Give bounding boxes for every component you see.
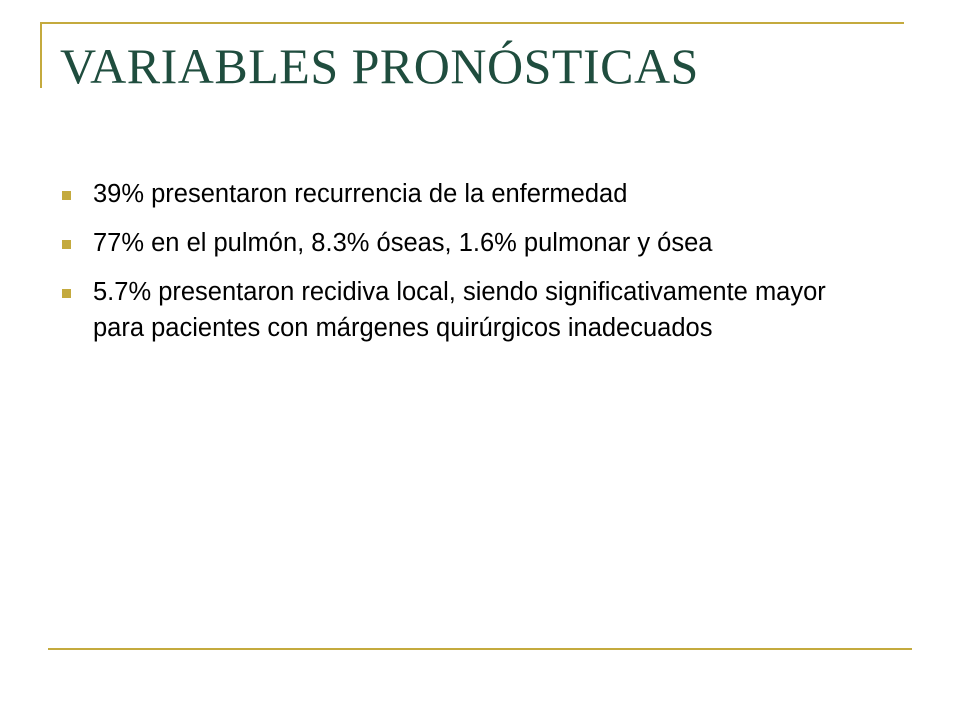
square-bullet-icon (62, 240, 71, 249)
square-bullet-icon (62, 289, 71, 298)
bullet-item (60, 176, 860, 212)
square-bullet-icon (62, 191, 71, 200)
bottom-rule (48, 648, 912, 650)
top-rule (40, 22, 904, 24)
left-rule (40, 22, 42, 88)
bullet-text: 77% en el pulmón, 8.3% óseas, 1.6% pulmonar y ósea (93, 229, 713, 257)
bullet-item (60, 225, 860, 261)
bullet-text: 5.7% presentaron recidiva local, siendo significativamente mayor para pacientes con márgenes quirúrgicos inadecuados (93, 278, 826, 342)
bullet-text: 39% presentaron recurrencia de la enfermedad (93, 180, 628, 208)
bullet-item (60, 274, 860, 346)
bullet-list (60, 176, 860, 359)
slide-title: VARIABLES PRONÓSTICAS (60, 38, 699, 94)
